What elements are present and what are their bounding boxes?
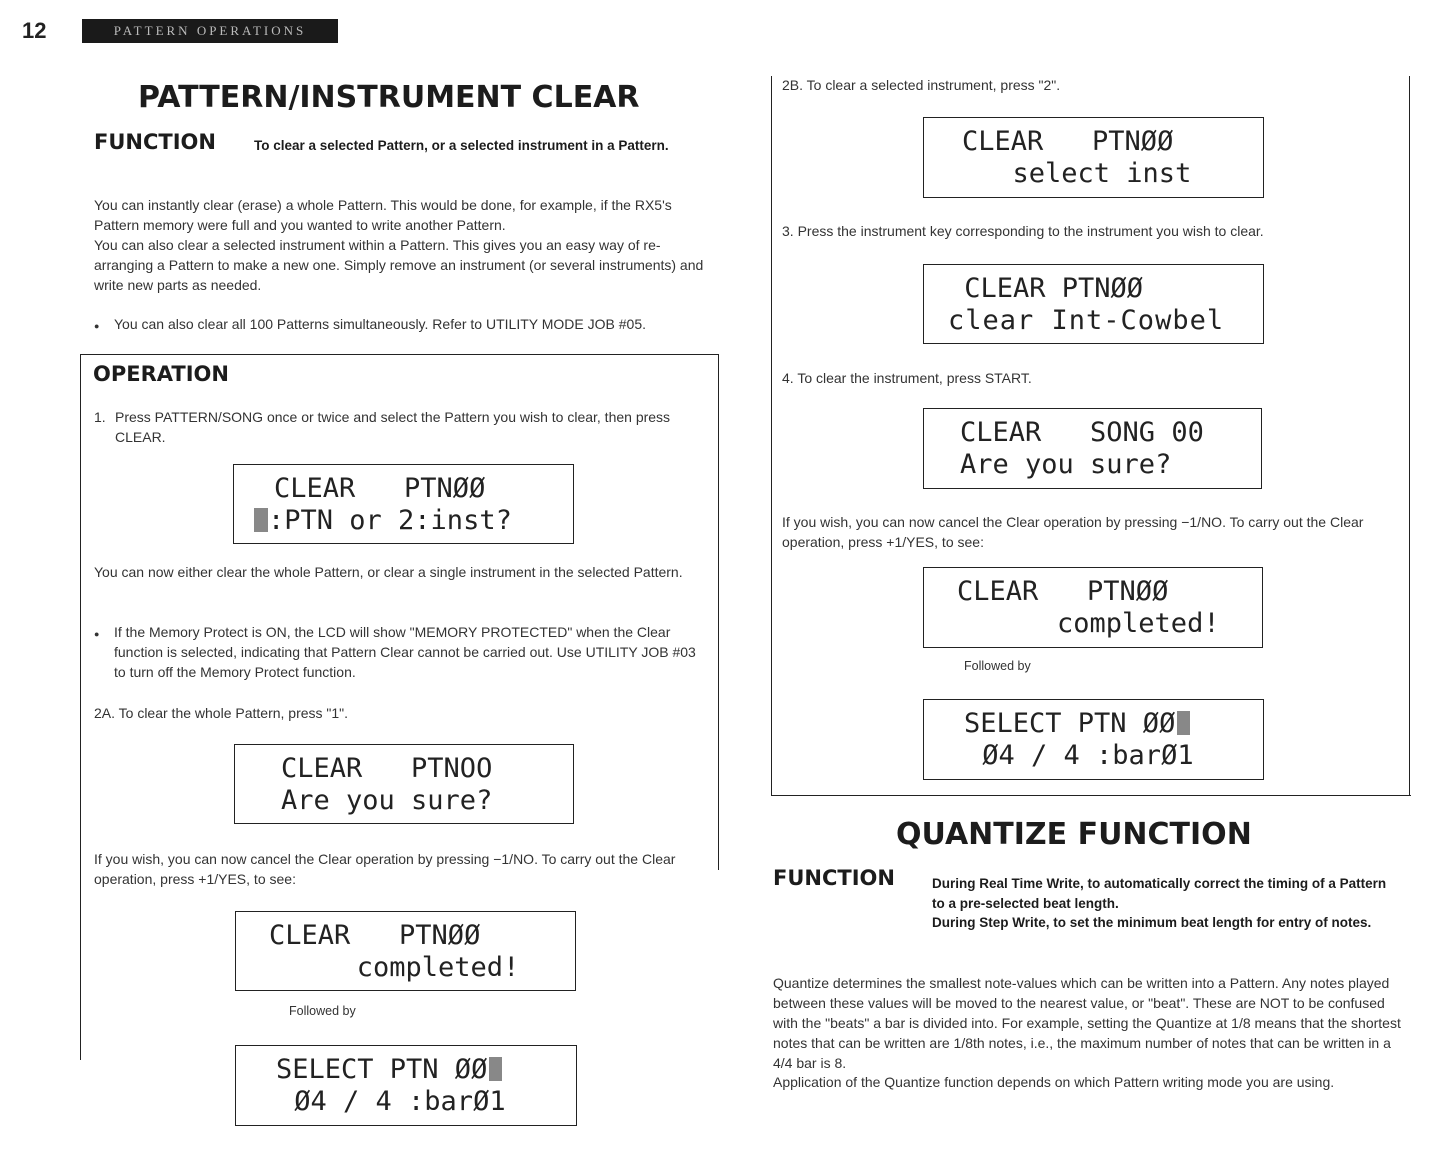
lcd-line-1: CLEAR PTNØØ [274,473,486,504]
lcd-select-inst [923,117,1264,198]
function-description: To clear a selected Pattern, or a selected instrument in a Pattern. [254,138,669,153]
page-title: PATTERN/INSTRUMENT CLEAR [138,80,640,115]
operation-box-right [718,354,719,870]
lcd-line-1: SELECT PTN ØØ [964,708,1176,739]
followed-by-label: Followed by [289,1004,356,1018]
lcd-line-2: Are you sure? [960,449,1172,480]
lcd-completed [923,567,1263,648]
lcd-line-2: :PTN or 2:inst? [268,505,512,536]
lcd-clear-instrument [923,264,1264,344]
lcd-line-2: Ø4 / 4 :barØ1 [278,1086,506,1117]
lcd-line-2: Are you sure? [281,785,493,816]
lcd-cursor-icon [254,508,268,532]
operation-box-left [80,354,81,1060]
right-box-bottom [771,795,1411,796]
quantize-paragraph-1: Quantize determines the smallest note-values which can be written into a Pattern. Any notes played between these values will be moved to the nearest value, or "beat". These are NOT to be confused with the "beats" a bar is divided into. For example, setting the Quantize at 1/8 means that the shortest notes that can be written are 1/8th notes, i.e., the maximum number of notes that can be written in a 4/4 bar is 8. [773,975,1401,1071]
step3-text: 3. Press the instrument key corresponding to the instrument you wish to clear. [782,223,1264,239]
bullet-memory-protect: ● If the Memory Protect is ON, the LCD will show "MEMORY PROTECTED" when the Clear function is selected, indicating that Pattern Clear cannot be carried out. Use UTILITY JOB #03 to turn off the Memory Protect function. [114,622,708,682]
lcd-line-2: completed! [308,952,520,983]
lcd-cursor-icon [489,1057,502,1081]
intro-paragraph-2: You can also clear a selected instrument within a Pattern. This gives you an easy way of re-arranging a Pattern to make a new one. Simply remove an instrument (or several instruments) and write new parts as needed. [94,237,704,293]
lcd-line-1: SELECT PTN ØØ [276,1054,488,1085]
lcd-line-2: completed! [992,608,1220,639]
lcd-line-1: CLEAR PTNØØ [957,576,1169,607]
lcd-line-1: CLEAR PTNØØ [948,273,1144,304]
lcd-completed [235,911,576,991]
quantize-desc-realtime: During Real Time Write, to automatically correct the timing of a Pattern to a pre-selected beat length. [932,876,1387,911]
step4-text: 4. To clear the instrument, press START. [782,370,1032,386]
lcd-song-are-you-sure [923,408,1262,489]
lcd-line-1: CLEAR PTNØØ [269,920,481,951]
intro-paragraph-1: You can instantly clear (erase) a whole Pattern. This would be done, for example, if the RX5's Pattern memory were full and you wanted to write another Pattern. [94,197,672,233]
after-lcd1-text: You can now either clear the whole Pattern, or clear a single instrument in the selected Pattern. [94,564,683,580]
quantize-paragraph-2: Application of the Quantize function depends on which Pattern writing mode you are using. [773,1074,1335,1090]
step2b-text: 2B. To clear a selected instrument, press "2". [782,77,1061,93]
after-lcd7-text: If you wish, you can now cancel the Clear operation by pressing −1/NO. To carry out the Clear operation, press +1/YES, to see: [782,514,1364,550]
lcd-line-2: Ø4 / 4 :barØ1 [966,740,1194,771]
lcd-cursor-icon [1177,711,1190,735]
quantize-desc-step: During Step Write, to set the minimum beat length for entry of notes. [932,915,1372,930]
bullet-clear-all: ● You can also clear all 100 Patterns simultaneously. Refer to UTILITY MODE JOB #05. [114,314,714,334]
lcd-select-ptn [235,1045,577,1126]
followed-by-label: Followed by [964,659,1031,673]
lcd-line-1: CLEAR SONG 00 [960,417,1204,448]
section-header: PATTERN OPERATIONS [82,19,338,43]
step1-number: 1. [94,409,106,425]
lcd-are-you-sure [234,744,574,824]
lcd-select-ptn [923,699,1264,780]
lcd-line-1: CLEAR PTNOO [281,753,493,784]
quantize-title: QUANTIZE FUNCTION [896,817,1252,852]
function-label: FUNCTION [94,130,216,154]
right-box-left [771,76,772,796]
lcd-line-2: clear Int-Cowbel [948,305,1225,336]
right-box-right [1409,76,1410,796]
operation-box-top [80,354,718,355]
step1-text: Press PATTERN/SONG once or twice and select the Pattern you wish to clear, then press CLEAR. [115,409,671,445]
step2a-text: 2A. To clear the whole Pattern, press "1". [94,705,349,721]
lcd-line-2: select inst [980,158,1192,189]
operation-title: OPERATION [93,362,229,386]
lcd-line-1: CLEAR PTNØØ [962,126,1174,157]
quantize-function-label: FUNCTION [773,866,895,890]
page-number: 12 [22,18,47,43]
after-lcd2-text: If you wish, you can now cancel the Clear operation by pressing −1/NO. To carry out the Clear operation, press +1/YES, to see: [94,851,676,887]
lcd-clear-ptn-select [233,464,574,544]
